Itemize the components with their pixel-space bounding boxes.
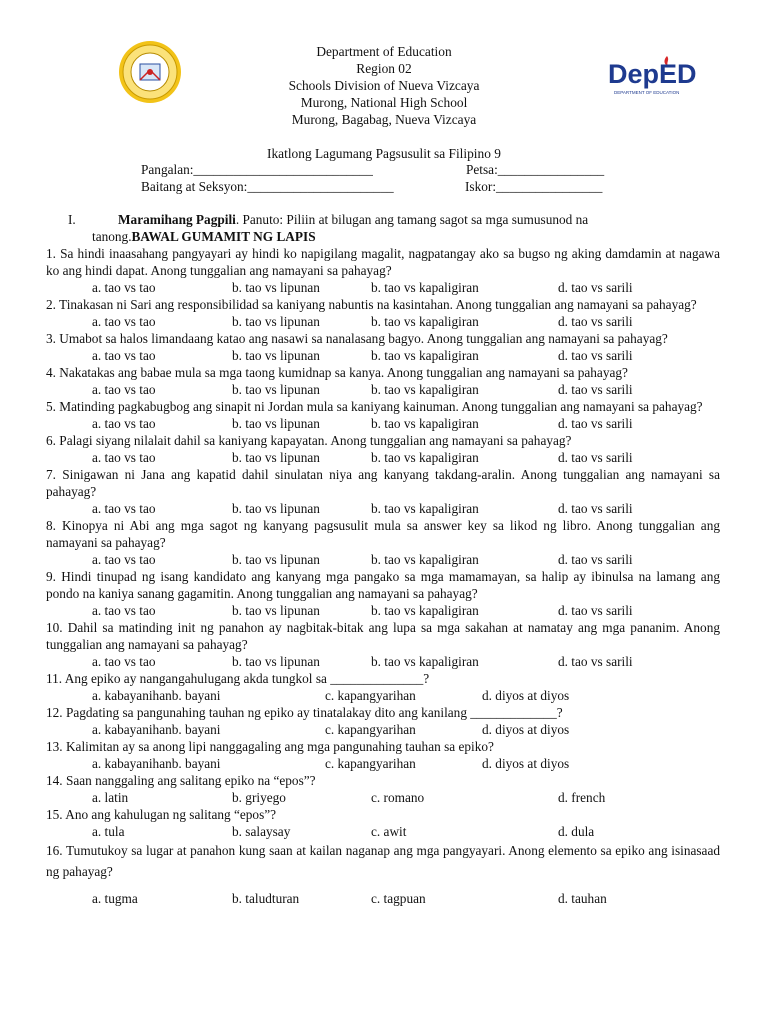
test-title: Ikatlong Lagumang Pagsusulit sa Filipino 9	[267, 146, 501, 161]
option-d[interactable]: d. dula	[558, 824, 595, 839]
question-text: 9. Hindi tinupad ng isang kandidato ang kanyang mga pangako sa mga mamamayan, sa halip ay ibinulsa na lamang ang pondo na kaniya sanang gagamitin. Anong tunggalian ang namayani sa pahayag?	[46, 569, 720, 601]
answer-options	[46, 347, 720, 364]
question-text: 7. Sinigawan ni Jana ang kapatid dahil sinulatan niya ang kanyang takdang-aralin. Anong tunggalian ang namayani sa pahayag?	[46, 467, 720, 499]
option-d[interactable]: d. tauhan	[558, 891, 607, 906]
option-c[interactable]: b. tao vs kapaligiran	[371, 280, 479, 295]
name-field[interactable]: Pangalan:___________________________	[141, 162, 373, 177]
option-d[interactable]: d. tao vs sarili	[558, 382, 633, 397]
school-seal-logo	[118, 40, 182, 104]
question-list	[46, 245, 720, 907]
question-text: 16. Tumutukoy sa lugar at panahon kung saan at kailan naganap ang mga pangyayari. Anong elemento sa epiko ang isinasaad ng pahayag?	[46, 843, 720, 879]
answer-options	[46, 687, 720, 704]
option-b[interactable]: b. taludturan	[232, 891, 300, 906]
option-b[interactable]: b. tao vs lipunan	[232, 348, 320, 363]
option-a[interactable]: a. tao vs tao	[92, 416, 156, 431]
question-text: 1. Sa hindi inaasahang pangyayari ay hindi ko napigilang magalit, nagpatangay ako sa bugso ng aking damdamin at nagawa ko ang hindi dapat. Anong tunggalian ang namayani sa pahayag?	[46, 246, 720, 278]
option-c[interactable]: c. awit	[371, 824, 407, 839]
option-b[interactable]: b. tao vs lipunan	[232, 603, 320, 618]
option-d[interactable]: d. tao vs sarili	[558, 416, 633, 431]
answer-options	[46, 415, 720, 432]
answer-options	[46, 551, 720, 568]
option-c[interactable]: b. tao vs kapaligiran	[371, 450, 479, 465]
option-a[interactable]: a. tao vs tao	[92, 280, 156, 295]
score-field[interactable]: Iskor:________________	[465, 179, 603, 194]
answer-options	[46, 381, 720, 398]
question-text: 2. Tinakasan ni Sari ang responsibilidad sa kaniyang nabuntis na kasintahan. Anong tunggalian ang namayani sa pahayag?	[46, 297, 697, 312]
answer-options	[46, 653, 720, 670]
option-a[interactable]: a. tao vs tao	[92, 654, 156, 669]
option-a[interactable]: a. tao vs tao	[92, 603, 156, 618]
question-text: 15. Ano ang kahulugan ng salitang “epos”?	[46, 807, 277, 822]
option-a[interactable]: a. tao vs tao	[92, 348, 156, 363]
answer-options	[46, 449, 720, 466]
question-text: 11. Ang epiko ay nangangahulugang akda tungkol sa ______________?	[46, 671, 430, 686]
option-c[interactable]: b. tao vs kapaligiran	[371, 603, 479, 618]
header-line: Region 02	[356, 61, 412, 76]
question-text: 12. Pagdating sa pangunahing tauhan ng epiko ay tinatalakay dito ang kanilang _____________?	[46, 705, 563, 720]
svg-text:DEPARTMENT OF EDUCATION: DEPARTMENT OF EDUCATION	[614, 90, 680, 95]
header-line: Murong, National High School	[300, 95, 468, 110]
answer-options	[46, 789, 720, 806]
section-number: I.	[68, 212, 76, 227]
option-c[interactable]: b. tao vs kapaligiran	[371, 314, 479, 329]
option-c[interactable]: c. kapangyarihan	[325, 688, 416, 703]
header-line: Schools Division of Nueva Vizcaya	[288, 78, 480, 93]
header-line: Department of Education	[316, 44, 452, 59]
option-c[interactable]: b. tao vs kapaligiran	[371, 654, 479, 669]
option-d[interactable]: d. diyos at diyos	[482, 722, 570, 737]
option-b[interactable]: b. tao vs lipunan	[232, 654, 320, 669]
question-text: 10. Dahil sa matinding init ng panahon ay nagbitak-bitak ang lupa sa mga sakahan at namatay ang mga pananim. Anong tunggalian ang namayani sa pahayag?	[46, 620, 720, 652]
header-line: Murong, Bagabag, Nueva Vizcaya	[291, 112, 477, 127]
svg-text:DepED: DepED	[608, 59, 697, 89]
option-c[interactable]: c. kapangyarihan	[325, 722, 416, 737]
answer-options	[46, 890, 720, 907]
option-b[interactable]: b. tao vs lipunan	[232, 552, 320, 567]
option-b[interactable]: b. tao vs lipunan	[232, 501, 320, 516]
option-d[interactable]: d. tao vs sarili	[558, 314, 633, 329]
answer-options	[46, 313, 720, 330]
option-c[interactable]: b. tao vs kapaligiran	[371, 552, 479, 567]
answer-options	[46, 500, 720, 517]
option-a[interactable]: a. tao vs tao	[92, 501, 156, 516]
question-text: 6. Palagi siyang nilalait dahil sa kaniyang kapayatan. Anong tunggalian ang namayani sa pahayag?	[46, 433, 572, 448]
question-text: 5. Matinding pagkabugbog ang sinapit ni Jordan mula sa kaniyang kainuman. Anong tunggalian ang namayani sa pahayag?	[46, 399, 703, 414]
option-c[interactable]: c. kapangyarihan	[325, 756, 416, 771]
pencil-warning: BAWAL GUMAMIT NG LAPIS	[131, 229, 316, 244]
question-text: 3. Umabot sa halos limandaang katao ang nasawi sa nanalasang bagyo. Anong tunggalian ang namayani sa pahayag?	[46, 331, 668, 346]
option-b[interactable]: b. tao vs lipunan	[232, 450, 320, 465]
option-c[interactable]: b. tao vs kapaligiran	[371, 416, 479, 431]
question-text: 13. Kalimitan ay sa anong lipi nanggagaling ang mga pangunahing tauhan sa epiko?	[46, 739, 494, 754]
date-field[interactable]: Petsa:________________	[466, 162, 605, 177]
option-d[interactable]: d. tao vs sarili	[558, 450, 633, 465]
answer-options	[46, 721, 720, 738]
deped-logo	[606, 52, 697, 98]
instruction-text-cont: tanong.	[92, 229, 132, 244]
option-b[interactable]: b. tao vs lipunan	[232, 382, 320, 397]
option-b[interactable]: b. tao vs lipunan	[232, 280, 320, 295]
answer-options	[46, 279, 720, 296]
answer-options	[46, 755, 720, 772]
option-ab[interactable]: a. kabayanihanb. bayani	[92, 756, 221, 771]
option-b[interactable]: b. tao vs lipunan	[232, 314, 320, 329]
section-instruction	[118, 211, 726, 228]
grade-section-field[interactable]: Baitang at Seksyon:______________________	[141, 179, 394, 194]
option-b[interactable]: b. salaysay	[232, 824, 291, 839]
option-c[interactable]: b. tao vs kapaligiran	[371, 501, 479, 516]
section-title: Maramihang Pagpili	[118, 212, 236, 227]
option-d[interactable]: d. tao vs sarili	[558, 348, 633, 363]
option-a[interactable]: a. tugma	[92, 891, 138, 906]
option-c[interactable]: c. tagpuan	[371, 891, 426, 906]
option-d[interactable]: d. diyos at diyos	[482, 756, 570, 771]
school-header	[234, 43, 534, 128]
question-text: 14. Saan nanggaling ang salitang epiko na “epos”?	[46, 773, 316, 788]
option-d[interactable]: d. french	[558, 790, 606, 805]
option-ab[interactable]: a. kabayanihanb. bayani	[92, 722, 221, 737]
option-d[interactable]: d. tao vs sarili	[558, 603, 633, 618]
question-text: 8. Kinopya ni Abi ang mga sagot ng kanyang pagsusulit mula sa answer key sa likod ng libro. Anong tunggalian ang namayani sa pahayag?	[46, 518, 720, 550]
option-a[interactable]: a. tula	[92, 824, 125, 839]
option-c[interactable]: b. tao vs kapaligiran	[371, 348, 479, 363]
option-d[interactable]: d. tao vs sarili	[558, 280, 633, 295]
option-c[interactable]: c. romano	[371, 790, 425, 805]
answer-options	[46, 823, 720, 840]
option-a[interactable]: a. tao vs tao	[92, 382, 156, 397]
option-b[interactable]: b. tao vs lipunan	[232, 416, 320, 431]
option-a[interactable]: a. tao vs tao	[92, 552, 156, 567]
option-a[interactable]: a. tao vs tao	[92, 450, 156, 465]
option-d[interactable]: d. tao vs sarili	[558, 552, 633, 567]
option-a[interactable]: a. latin	[92, 790, 129, 805]
question-text: 4. Nakatakas ang babae mula sa mga taong kumidnap sa kanya. Anong tunggalian ang namayani sa pahayag?	[46, 365, 628, 380]
option-b[interactable]: b. griyego	[232, 790, 286, 805]
option-c[interactable]: b. tao vs kapaligiran	[371, 382, 479, 397]
option-d[interactable]: d. tao vs sarili	[558, 654, 633, 669]
answer-options	[46, 602, 720, 619]
option-a[interactable]: a. tao vs tao	[92, 314, 156, 329]
option-ab[interactable]: a. kabayanihanb. bayani	[92, 688, 221, 703]
option-d[interactable]: d. diyos at diyos	[482, 688, 570, 703]
instruction-text: . Panuto: Piliin at bilugan ang tamang sagot sa mga sumusunod na	[235, 212, 589, 227]
option-d[interactable]: d. tao vs sarili	[558, 501, 633, 516]
